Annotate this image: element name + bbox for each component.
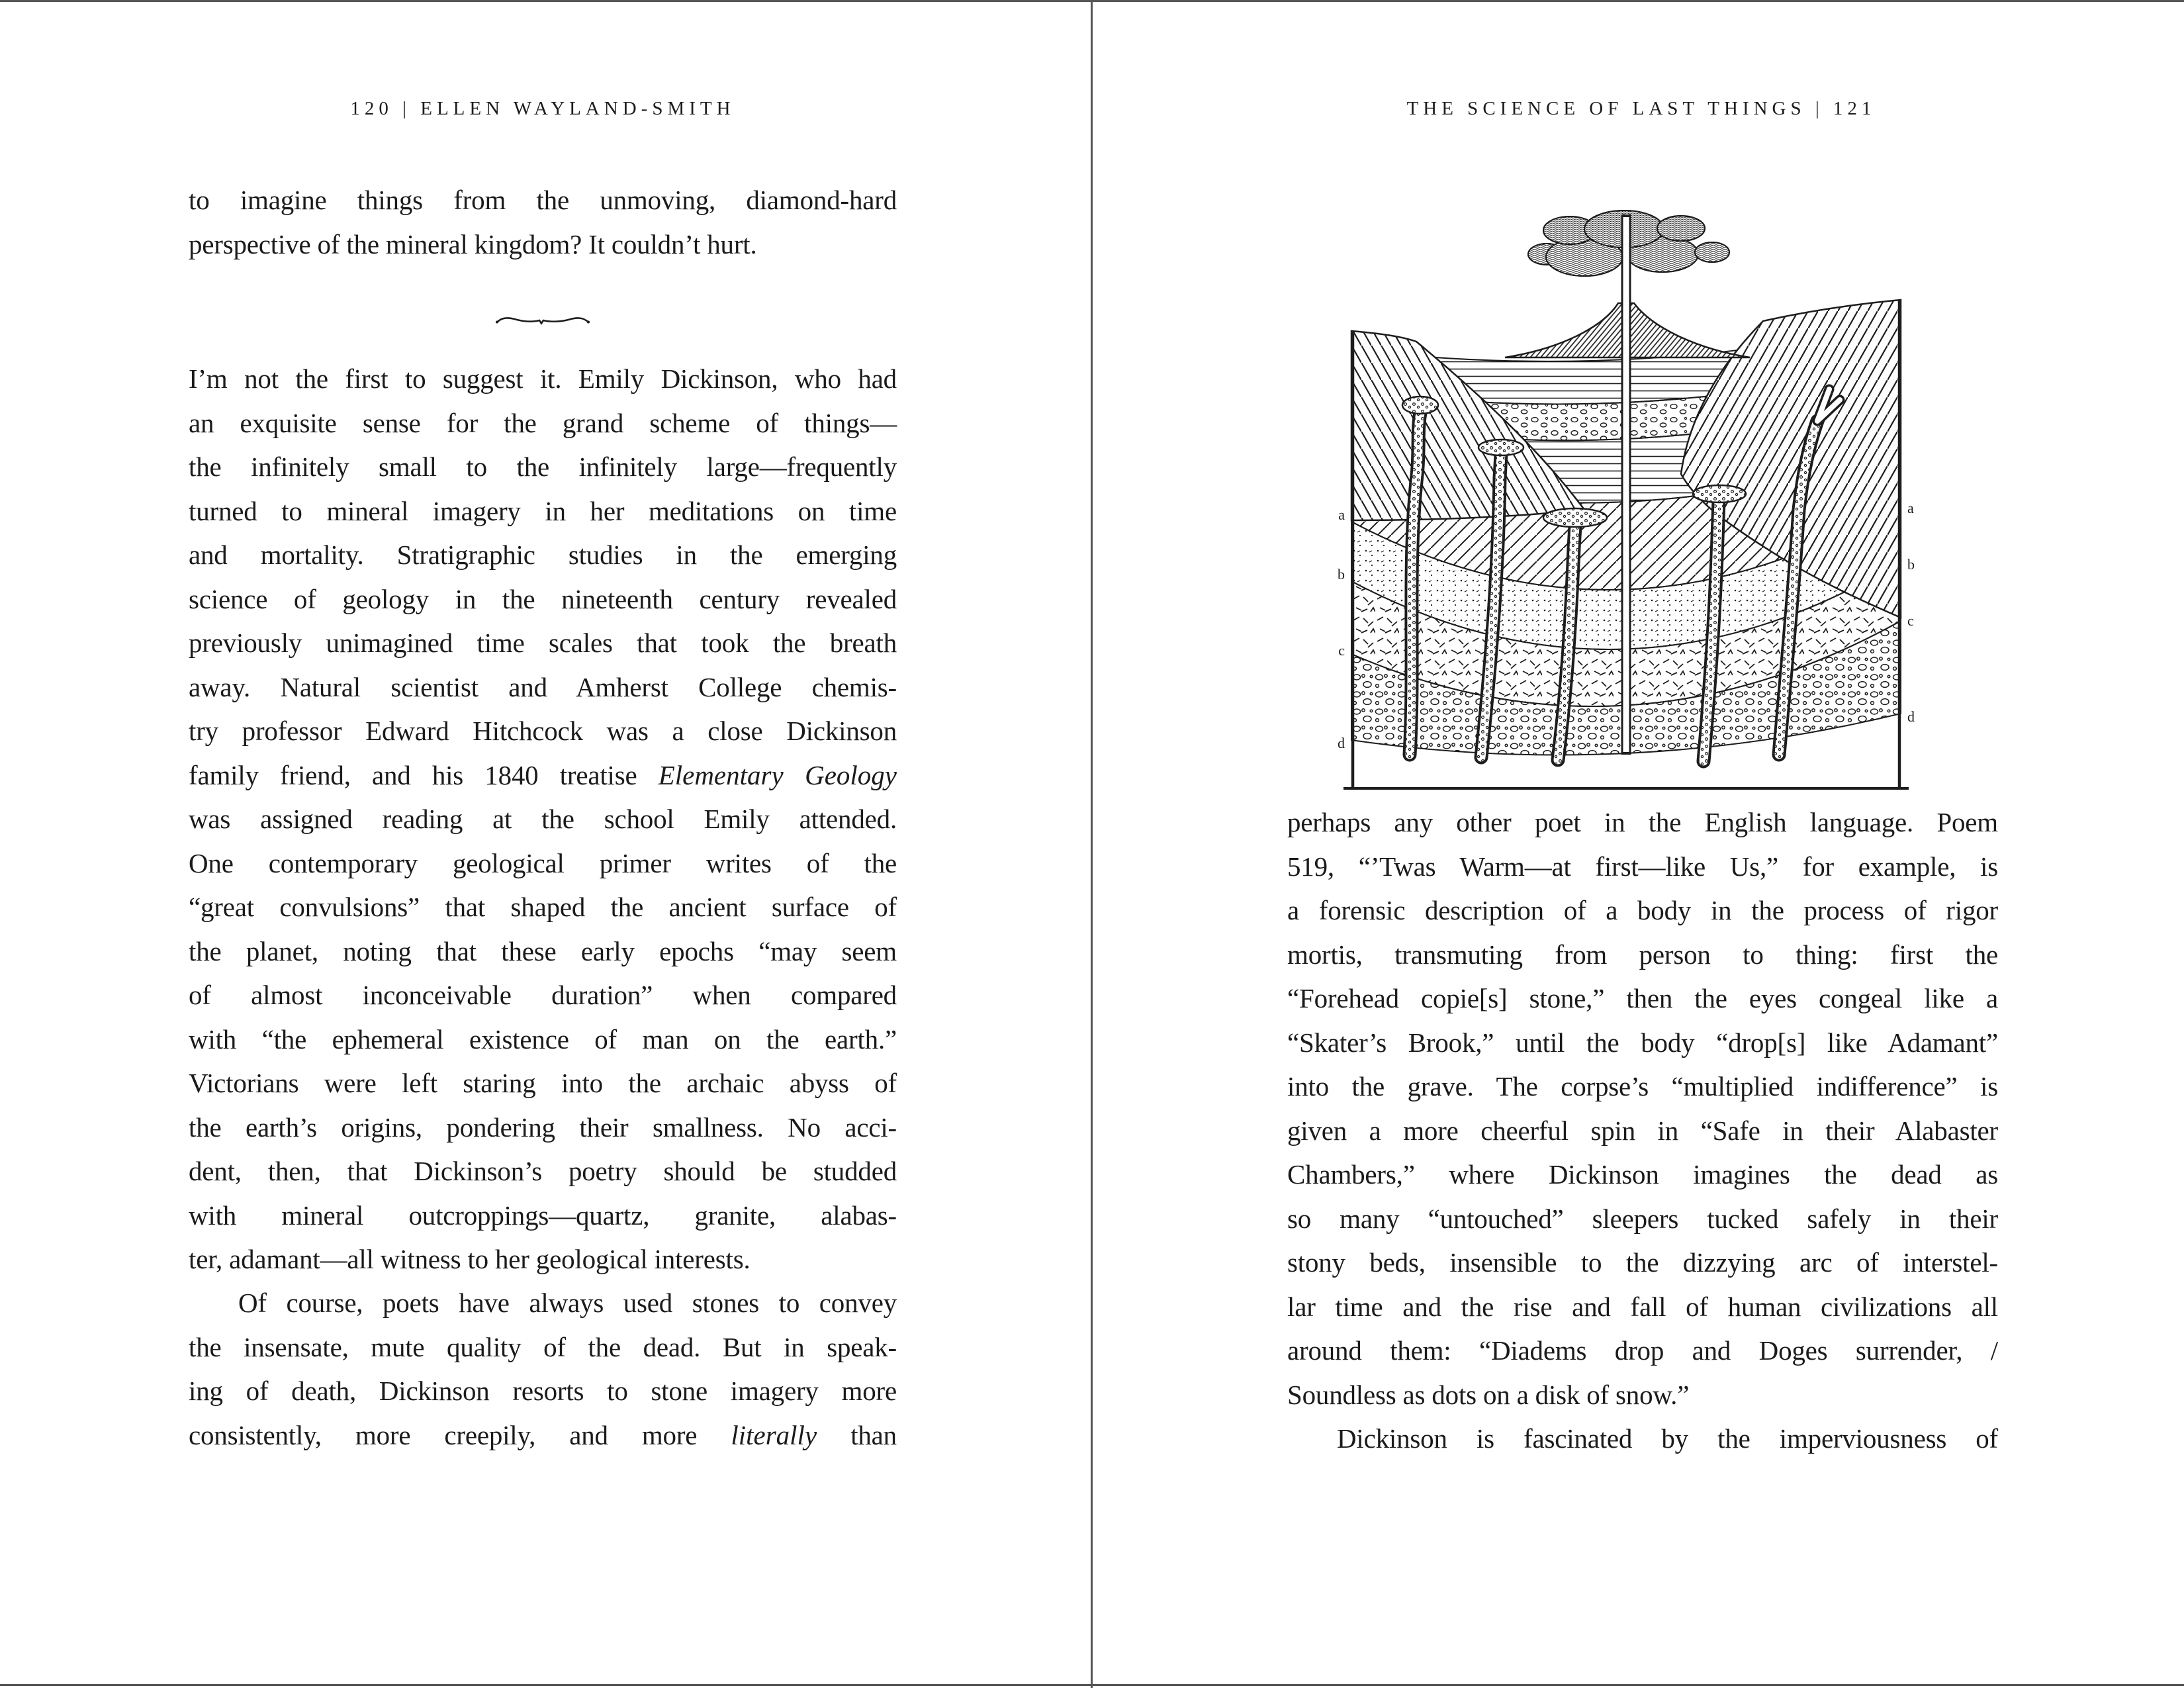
text-line: ing of death, Dickinson resorts to stone imagery more [189,1376,897,1406]
text-line: the planet, noting that these early epochs “may seem [189,935,897,966]
geological-cross-section-figure [1332,191,1923,803]
volcano-strata-engraving [1332,191,1923,803]
strata-label-c-right: c [1907,612,1914,629]
text-line: of almost inconceivable duration” when compared [189,980,897,1010]
text-line: and mortality. Stratigraphic studies in the emerging [189,539,897,570]
text-line: away. Natural scientist and Amherst College chemis- [189,671,897,702]
text-line: an exquisite sense for the grand scheme of things— [189,407,897,438]
text-line: Victorians were left staring into the archaic abyss of [189,1068,897,1098]
text-line: Chambers,” where Dickinson imagines the dead as [1287,1159,1998,1190]
text-line: mortis, transmuting from person to thing: first the [1287,939,1998,970]
text-line: perhaps any other poet in the English language. Poem [1287,807,1998,837]
running-header-right: THE SCIENCE OF LAST THINGS | 121 [1406,98,1876,119]
text-line: so many “untouched” sleepers tucked safely in their [1287,1203,1998,1234]
squiggle-flourish-icon [493,311,592,331]
strata-label-a-right: a [1907,500,1914,516]
text-line: Soundless as dots on a disk of snow.” [1287,1379,1690,1410]
text-line: I’m not the first to suggest it. Emily Dickinson, who had [189,363,897,394]
paragraph-last [1287,1417,1998,1461]
paragraph-main [189,357,897,1282]
text-line: “Forehead copie[s] stone,” then the eyes congeal like a [1287,983,1998,1013]
text-line: Of course, poets have always used stones to convey [238,1288,897,1318]
strata-label-d-right: d [1907,708,1915,725]
page-gutter-rule [1091,0,1093,1688]
text-line: “Skater’s Brook,” until the body “drop[s] like Adamant” [1287,1027,1998,1058]
text-line: with “the ephemeral existence of man on the earth.” [189,1023,897,1055]
text-line: dent, then, that Dickinson’s poetry should be studded [189,1156,897,1186]
text-line: lar time and the rise and fall of human civilizations all [1287,1291,1998,1322]
text-line: One contemporary geological primer writes of the [189,847,897,878]
text-line: consistently, more creepily, and more literally than [189,1419,897,1450]
strata-label-b-right: b [1907,556,1915,573]
text-line: to imagine things from the unmoving, diamond-hard [189,185,897,215]
text-line: perspective of the mineral kingdom? It couldn’t hurt. [189,228,757,259]
text-line: “great convulsions” that shaped the ancient surface of [189,892,897,922]
text-line: family friend, and his 1840 treatise Elementary Geology [189,759,897,790]
text-line: given a more cheerful spin in “Safe in their Alabaster [1287,1115,1998,1146]
text-line: 519, “’Twas Warm—at first—like Us,” for example, is [1287,851,1998,882]
text-line: the infinitely small to the infinitely large—frequently [189,451,897,482]
section-break-ornament [493,311,592,331]
text-line: a forensic description of a body in the process of rigor [1287,895,1998,925]
text-line: into the grave. The corpse’s “multiplied indifference” is [1287,1071,1998,1102]
strata-label-a-left: a [1338,506,1345,523]
strata-label-d-left: d [1338,735,1345,751]
paragraph-second [189,1281,897,1457]
paragraph-continuing [189,178,897,266]
running-header-left: 120 | ELLEN WAYLAND-SMITH [350,98,735,119]
text-line: ter, adamant—all witness to her geological interests. [189,1244,751,1274]
text-line: try professor Edward Hitchcock was a close Dickinson [189,716,897,746]
text-line: the insensate, mute quality of the dead. But in speak- [189,1331,897,1362]
text-line: was assigned reading at the school Emily attended. [189,804,897,834]
text-line: stony beds, insensible to the dizzying arc of interstel- [1287,1247,1998,1278]
strata-label-b-left: b [1338,566,1345,583]
text-line: science of geology in the nineteenth century revealed [189,583,897,614]
text-line: previously unimagined time scales that took the breath [189,628,897,658]
paragraph-continuing-right [1287,800,1998,1417]
strata-label-c-left: c [1338,642,1345,659]
bottom-rule [0,1684,2184,1686]
text-line: turned to mineral imagery in her meditations on time [189,495,897,526]
text-line: with mineral outcroppings—quartz, granite, alabas- [189,1199,897,1231]
text-line: the earth’s origins, pondering their smallness. No acci- [189,1111,897,1143]
text-line: Dickinson is fascinated by the imperviousness of [1337,1423,1998,1454]
text-line: around them: “Diadems drop and Doges surrender, / [1287,1335,1998,1366]
